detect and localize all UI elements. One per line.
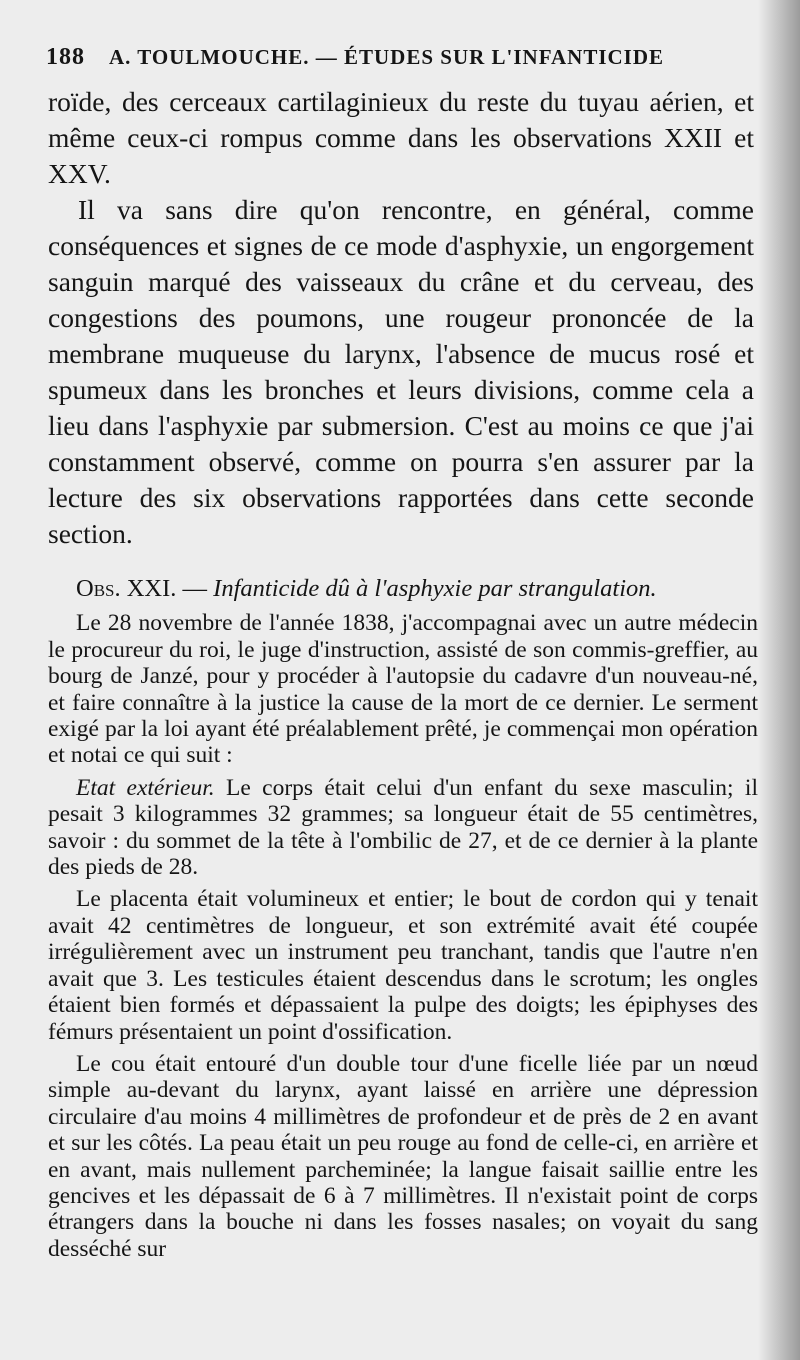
running-header <box>46 44 758 71</box>
observation-heading <box>48 576 758 602</box>
observation-title: Infanticide dû à l'asphyxie par strangulation. <box>213 575 657 602</box>
section-label: Etat extérieur. <box>76 774 215 801</box>
main-text <box>48 84 754 552</box>
observation-paragraph: Le placenta était volumineux et entier; le bout de cordon qui y tenait avait 42 centimètres de longueur, et son extrémité avait été coupée irrégulièrement avec un instrument peu tranchant, tandis que l'autre n'en avait que 3. Les testicules étaient descendus dans le scrotum; les ongles étaient bien formés et dépassaient la pulpe des doigts; les épiphyses des fémurs présentaient un point d'ossification. <box>48 886 758 1045</box>
paragraph: Il va sans dire qu'on rencontre, en général, comme conséquences et signes de ce mode d'asphyxie, un engorgement sanguin marqué des vaisseaux du crâne et du cerveau, des congestions des poumons, une rougeur prononcée de la membrane muqueuse du larynx, l'absence de mucus rosé et spumeux dans les bronches et leurs divisions, comme cela a lieu dans l'asphyxie par submersion. C'est au moins ce que j'ai constamment observé, comme on pourra s'en assurer par la lecture des six observations rapportées dans cette seconde section. <box>48 194 754 549</box>
observation-paragraph <box>48 775 758 881</box>
continued-paragraph: roïde, des cerceaux cartilaginieux du reste du tuyau aérien, et même ceux-ci rompus comme dans les observations XXII et XXV. <box>48 86 754 189</box>
page-edge-shadow <box>758 0 800 1360</box>
page-number: 188 <box>46 44 85 70</box>
observation-section <box>48 576 758 1262</box>
observation-paragraph: Le cou était entouré d'un double tour d'une ficelle liée par un nœud simple au-devant du larynx, ayant laissé en arrière une dépression circulaire d'au moins 4 millimètres de profondeur et de près de 2 en avant et sur les côtés. La peau était un peu rouge au fond de celle-ci, en arrière et en avant, mais nullement parcheminée; la langue faisait saillie entre les gencives et les dépassait de 6 à 7 millimètres. Il n'existait point de corps étrangers dans la bouche ni dans les fosses nasales; on voyait du sang desséché sur <box>48 1050 758 1262</box>
observation-label: Obs. XXI. — <box>76 575 208 602</box>
running-title: A. TOULMOUCHE. — ÉTUDES SUR L'INFANTICIDE <box>109 45 665 69</box>
paragraph-text: Le corps était celui d'un enfant du sexe masculin; il pesait 3 kilogrammes 32 grammes; sa longueur était de 55 centimètres, savoir : du sommet de la tête à l'ombilic de 27, et de ce dernier à la plante des pieds de 28. <box>48 774 758 881</box>
observation-paragraph: Le 28 novembre de l'année 1838, j'accompagnai avec un autre médecin le procureur du roi, le juge d'instruction, assisté de son commis-greffier, au bourg de Janzé, pour y procéder à l'autopsie du cadavre d'un nouveau-né, et faire connaître à la justice la cause de la mort de ce dernier. Le serment exigé par la loi ayant été préalablement prêté, je commençai mon opération et notai ce qui suit : <box>48 610 758 769</box>
